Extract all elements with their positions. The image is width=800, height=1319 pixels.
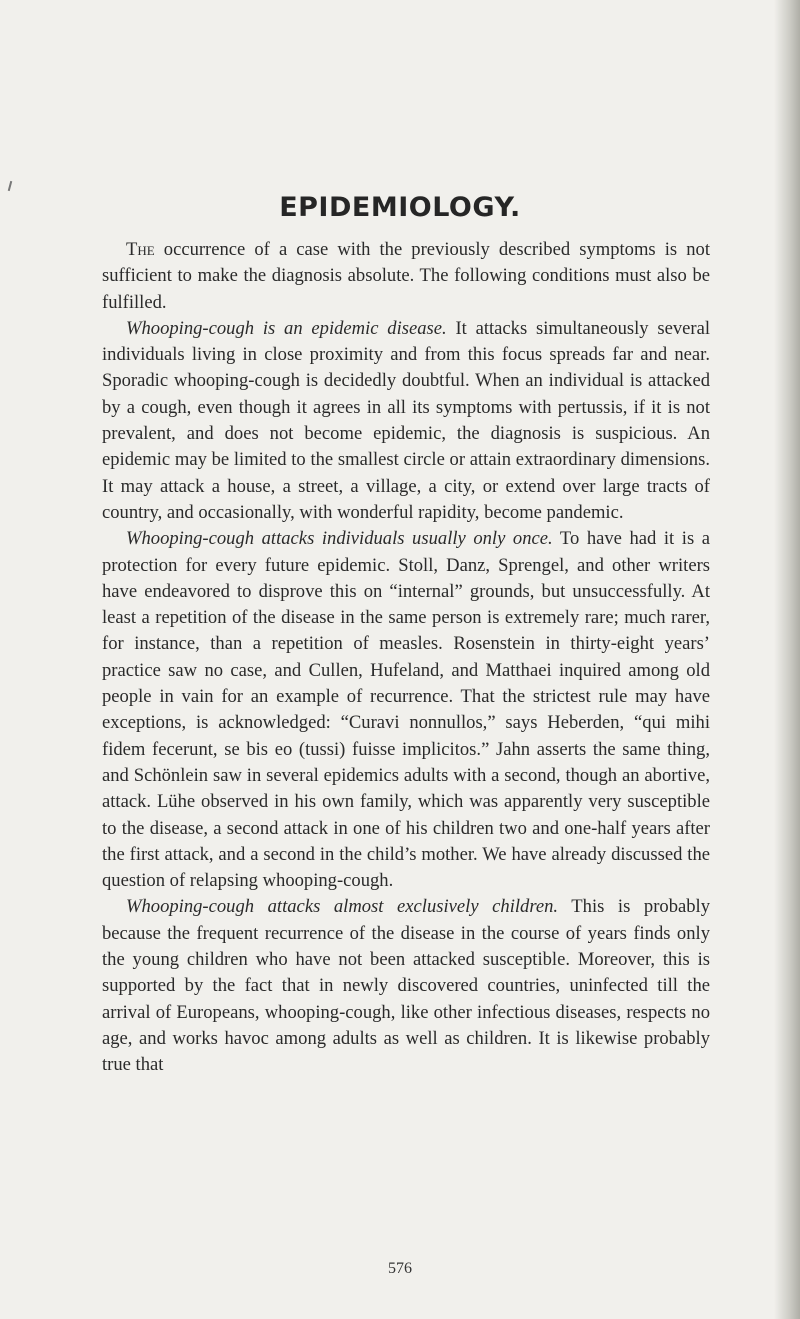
paragraph-1-lead: The <box>126 239 155 260</box>
body-text <box>102 237 710 1079</box>
paragraph-4 <box>102 894 710 1078</box>
paragraph-3 <box>102 526 710 894</box>
paragraph-2-text: It attacks simultaneously several individuals living in close proximity and from this focus spreads far and near. Sporadic whooping-cough is decidedly doubtful. When an individual is attacked by a cough, even though it agrees in all its symptoms with pertussis, if it is not prevalent, and does not become epidemic, the diagnosis is suspicious. An epidemic may be limited to the smallest circle or attain extraordinary dimensions. It may attack a house, a street, a village, a city, or extend over large tracts of country, and occasionally, with wonderful rapidity, become pandemic. <box>102 317 710 523</box>
paragraph-3-italic: Whooping-cough attacks individuals usually only once. <box>126 528 553 550</box>
paragraph-4-text: This is probably because the frequent recurrence of the disease in the course of years finds only the young children who have not been attacked susceptible. Moreover, this is supported by the fact that in newly discovered countries, uninfected till the arrival of Europeans, whooping-cough, like other infectious diseases, respects no age, and works havoc among adults as well as children. It is likewise probably true that <box>102 896 710 1076</box>
paragraph-2-italic: Whooping-cough is an epidemic disease. <box>126 317 447 339</box>
page-number: 576 <box>388 1260 412 1277</box>
section-heading: EPIDEMIOLOGY. <box>279 192 521 223</box>
paragraph-4-italic: Whooping-cough attacks almost exclusively children. <box>126 896 559 918</box>
paragraph-2 <box>102 316 710 526</box>
paragraph-3-text: To have had it is a protection for every future epidemic. Stoll, Danz, Sprengel, and other writers have endeavored to disprove this on “internal” grounds, but unsuccessfully. At least a repetition of the disease in the same person is extremely rare; much rarer, for instance, than a repetition of measles. Rosenstein in thirty-eight years’ practice saw no case, and Cullen, Hufeland, and Matthaei inquired among old people in vain for an example of recurrence. That the strictest rule may have exceptions, is acknowledged: “Curavi nonnullos,” says Heberden, “qui mihi fidem fecerunt, se bis eo (tussi) fuisse implicitos.” Jahn asserts the same thing, and Schönlein saw in several epidemics adults with a second, though an abortive, attack. Lühe observed in his own family, which was apparently very susceptible to the disease, a second attack in one of his children two and one-half years after the first attack, and a second in the child’s mother. We have already discussed the question of relapsing whooping-cough. <box>102 528 711 892</box>
paragraph-1-text: occurrence of a case with the previously described symptoms is not sufficient to make the diagnosis absolute. The following conditions must also be fulfilled. <box>102 239 710 313</box>
paragraph-1 <box>102 237 710 316</box>
